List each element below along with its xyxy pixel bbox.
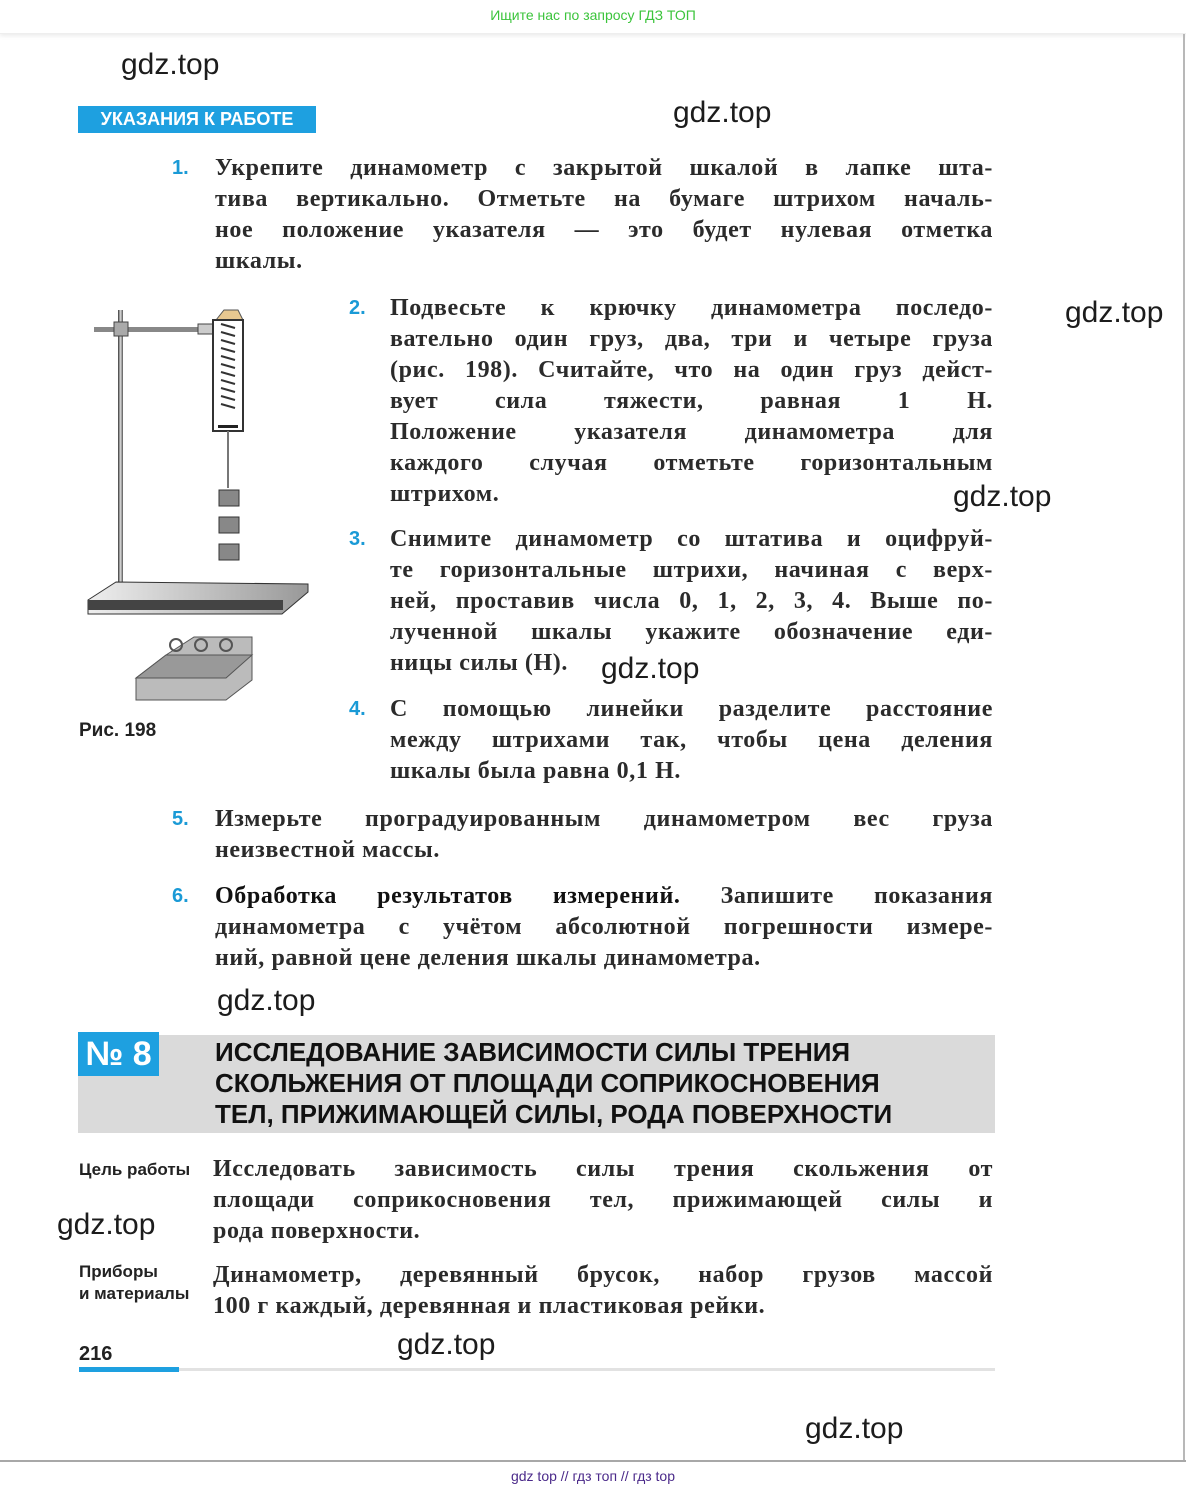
text-line: площади соприкосновения тел, прижимающей силы и — [213, 1187, 993, 1213]
text-line: неизвестной массы. — [215, 837, 440, 863]
item-5-text — [215, 804, 993, 866]
text-line: Снимите динамометр со штатива и оцифруй- — [390, 526, 993, 552]
page-border — [1183, 34, 1185, 1462]
text-line — [215, 881, 993, 912]
footer-links: gdz top // гдз топ // гдз top — [510, 1468, 676, 1484]
item-number: 1. — [172, 157, 189, 179]
text-line: 100 г каждый, деревянная и пластиковая рейки. — [213, 1293, 766, 1319]
item-number: 5. — [172, 808, 189, 830]
watermark: gdz.top — [1065, 296, 1164, 329]
text-line: те горизонтальные штрихи, начиная с верх- — [390, 557, 993, 583]
item-number: 6. — [172, 885, 189, 907]
top-banner-text: Ищите нас по запросу ГДЗ ТОП — [490, 7, 696, 23]
watermark: gdz.top — [121, 48, 220, 81]
item-6-lines — [215, 912, 993, 974]
text-line: Положение указателя динамометра для — [390, 419, 993, 445]
text-line: рода поверхности. — [213, 1218, 421, 1244]
item-4-text — [390, 694, 993, 787]
section-heading: УКАЗАНИЯ К РАБОТЕ — [78, 106, 316, 133]
watermark: gdz.top — [57, 1208, 156, 1241]
watermark: gdz.top — [601, 652, 700, 685]
top-banner — [0, 0, 1186, 34]
text-line: Динамометр, деревянный брусок, набор грузов массой — [213, 1262, 993, 1288]
item-6-lead: Обработка результатов измерений. — [215, 883, 681, 909]
item-6-text — [215, 881, 993, 974]
page-accent-bar — [79, 1367, 179, 1372]
lab-title-line: ИССЛЕДОВАНИЕ ЗАВИСИМОСТИ СИЛЫ ТРЕНИЯ — [215, 1037, 851, 1067]
text-line: ний, равной цене деления шкалы динамометра. — [215, 945, 761, 971]
text-line: шкалы была равна 0,1 Н. — [390, 758, 681, 784]
equipment-text — [213, 1260, 993, 1322]
text-line: лученной шкалы укажите обозначение еди- — [390, 619, 993, 645]
watermark: gdz.top — [217, 984, 316, 1017]
lab-title-line: ТЕЛ, ПРИЖИМАЮЩЕЙ СИЛЫ, РОДА ПОВЕРХНОСТИ — [215, 1099, 893, 1129]
text-line: ное положение указателя — это будет нулевая отметка — [215, 217, 993, 243]
equipment-label-line: и материалы — [79, 1284, 190, 1303]
text-line: Укрепите динамометр с закрытой шкалой в лапке шта- — [215, 155, 993, 181]
text-line: тива вертикально. Отметьте на бумаге штрихом началь- — [215, 186, 993, 212]
text-line: Исследовать зависимость силы трения скольжения от — [213, 1156, 993, 1182]
text-line: вательно один груз, два, три и четыре груза — [390, 326, 993, 352]
figure-198-dynamometer-stand — [76, 300, 316, 710]
text-line: С помощью линейки разделите расстояние — [390, 696, 993, 722]
item-6-first-line: Запишите показания — [680, 883, 993, 909]
page-number: 216 — [79, 1343, 113, 1365]
text-line: (рис. 198). Считайте, что на один груз дейст- — [390, 357, 993, 383]
watermark: gdz.top — [397, 1328, 496, 1361]
text-line: каждого случая отметьте горизонтальным — [390, 450, 993, 476]
goal-label: Цель работы — [79, 1160, 191, 1179]
lab-number-badge: № 8 — [78, 1032, 159, 1076]
text-line: шкалы. — [215, 248, 303, 274]
text-line: вует сила тяжести, равная 1 Н. — [390, 388, 993, 414]
text-line: Подвесьте к крючку динамометра последо- — [390, 295, 993, 321]
text-line: ницы силы (Н). — [390, 650, 568, 676]
item-number: 4. — [349, 698, 366, 720]
item-number: 3. — [349, 528, 366, 550]
text-line: между штрихами так, чтобы цена деления — [390, 727, 993, 753]
figure-caption: Рис. 198 — [79, 720, 157, 741]
page-rule — [79, 1368, 995, 1371]
watermark: gdz.top — [953, 480, 1052, 513]
watermark: gdz.top — [673, 96, 772, 129]
lab-title-line: СКОЛЬЖЕНИЯ ОТ ПЛОЩАДИ СОПРИКОСНОВЕНИЯ — [215, 1068, 880, 1098]
text-line: штрихом. — [390, 481, 500, 507]
text-line: динамометра с учётом абсолютной погрешности измере- — [215, 914, 993, 940]
goal-text — [213, 1154, 993, 1247]
text-line: Измерьте проградуированным динамометром вес груза — [215, 806, 993, 832]
bottom-divider — [0, 1460, 1186, 1462]
equipment-label-line: Приборы — [79, 1262, 158, 1281]
item-2-text — [390, 293, 993, 510]
text-line: ней, проставив числа 0, 1, 2, 3, 4. Выше по- — [390, 588, 993, 614]
equipment-label — [79, 1261, 189, 1305]
item-number: 2. — [349, 297, 366, 319]
lab-title — [215, 1037, 892, 1130]
watermark: gdz.top — [805, 1412, 904, 1445]
item-1-text — [215, 153, 993, 277]
